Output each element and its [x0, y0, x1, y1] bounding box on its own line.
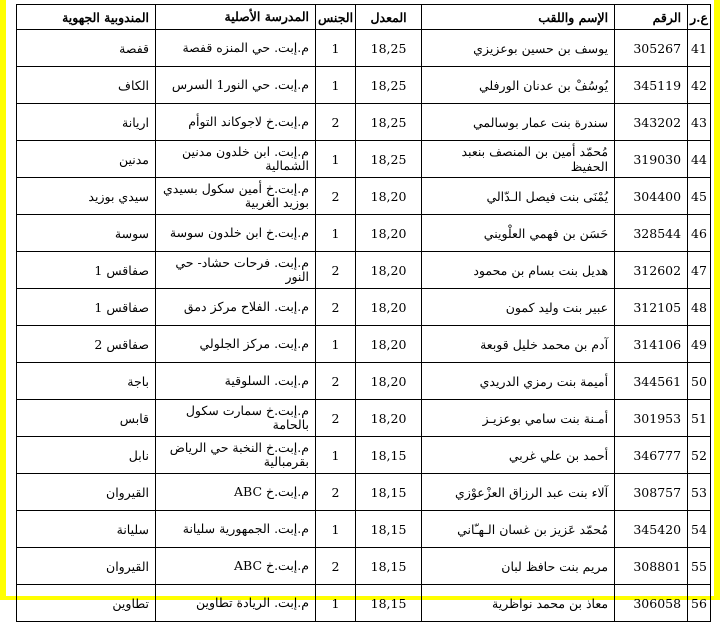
- cell-name: أحمد بن علي غربي: [422, 437, 615, 474]
- cell-idx: 42: [688, 67, 711, 104]
- cell-average: 18,20: [356, 215, 422, 252]
- cell-gender: 1: [316, 437, 356, 474]
- cell-region: صفاقس 2: [17, 326, 156, 363]
- cell-school: م.إبت.خ لاجوكاند التوأم: [156, 104, 316, 141]
- cell-school: م.إبت.خ أمين سكول بسيدي بوزيد الغربية: [156, 178, 316, 215]
- table-row: [17, 437, 711, 474]
- cell-idx: 52: [688, 437, 711, 474]
- cell-number: 345420: [615, 511, 688, 548]
- header-school: المدرسة الأصلية: [156, 5, 316, 30]
- cell-average: 18,20: [356, 326, 422, 363]
- cell-region: سليانة: [17, 511, 156, 548]
- cell-average: 18,15: [356, 585, 422, 622]
- table-row: [17, 67, 711, 104]
- cell-idx: 49: [688, 326, 711, 363]
- header-gender: الجنس: [316, 5, 356, 30]
- cell-name: أميمة بنت رمزي الدريدي: [422, 363, 615, 400]
- cell-number: 308801: [615, 548, 688, 585]
- cell-idx: 53: [688, 474, 711, 511]
- cell-average: 18,25: [356, 30, 422, 67]
- table-row: [17, 511, 711, 548]
- cell-school: م.إبت.خ ابن خلدون سوسة: [156, 215, 316, 252]
- cell-region: سيدي بوزيد: [17, 178, 156, 215]
- yellow-border-left: [0, 0, 6, 600]
- cell-idx: 46: [688, 215, 711, 252]
- cell-idx: 56: [688, 585, 711, 622]
- cell-average: 18,15: [356, 511, 422, 548]
- header-average: المعدل: [356, 5, 422, 30]
- cell-number: 312602: [615, 252, 688, 289]
- cell-average: 18,20: [356, 363, 422, 400]
- cell-school: م.إبت. حي النور1 السرس: [156, 67, 316, 104]
- table-row: [17, 289, 711, 326]
- cell-region: الكاف: [17, 67, 156, 104]
- cell-idx: 55: [688, 548, 711, 585]
- table-row: [17, 548, 711, 585]
- cell-name: يوسف بن حسين بوعزيزي: [422, 30, 615, 67]
- cell-number: 344561: [615, 363, 688, 400]
- cell-school: م.إبت.خ ABC: [156, 548, 316, 585]
- cell-region: باجة: [17, 363, 156, 400]
- table-row: [17, 363, 711, 400]
- header-row: [17, 5, 711, 30]
- cell-average: 18,20: [356, 178, 422, 215]
- cell-idx: 44: [688, 141, 711, 178]
- cell-school: م.إبت. فرحات حشاد- حي النور: [156, 252, 316, 289]
- cell-average: 18,15: [356, 437, 422, 474]
- cell-region: سوسة: [17, 215, 156, 252]
- header-name: الإسم واللقب: [422, 5, 615, 30]
- cell-school: م.إبت.خ ABC: [156, 474, 316, 511]
- cell-gender: 2: [316, 104, 356, 141]
- cell-name: يُمْنَى بنت فيصل الـدّالي: [422, 178, 615, 215]
- cell-gender: 1: [316, 585, 356, 622]
- cell-school: م.إبت.خ النخبة حي الرياض بقرمبالية: [156, 437, 316, 474]
- header-idx: ع.ر: [688, 5, 711, 30]
- cell-name: حَسَن بن فهمي العلْويني: [422, 215, 615, 252]
- table-row: [17, 326, 711, 363]
- cell-region: قفصة: [17, 30, 156, 67]
- cell-region: صفاقس 1: [17, 289, 156, 326]
- cell-gender: 1: [316, 215, 356, 252]
- cell-gender: 1: [316, 141, 356, 178]
- cell-name: آدم بن محمد خليل قوبعة: [422, 326, 615, 363]
- table-row: [17, 585, 711, 622]
- table-row: [17, 30, 711, 67]
- cell-idx: 48: [688, 289, 711, 326]
- table-row: [17, 400, 711, 437]
- results-table: [16, 4, 711, 622]
- cell-name: مُحمّد عَزيز بن غسان الـهـّاني: [422, 511, 615, 548]
- cell-idx: 41: [688, 30, 711, 67]
- header-number: الرقم: [615, 5, 688, 30]
- cell-average: 18,15: [356, 474, 422, 511]
- header-region: المندوبية الجهوية: [17, 5, 156, 30]
- cell-average: 18,15: [356, 548, 422, 585]
- cell-gender: 2: [316, 289, 356, 326]
- cell-name: عبير بنت وليد كمون: [422, 289, 615, 326]
- table-body: [17, 30, 711, 622]
- cell-school: م.إبت. الريادة تطاوين: [156, 585, 316, 622]
- cell-gender: 2: [316, 400, 356, 437]
- cell-name: مُحمّد أمين بن المنصف بنعبد الحفيظ: [422, 141, 615, 178]
- cell-gender: 2: [316, 474, 356, 511]
- cell-average: 18,25: [356, 141, 422, 178]
- cell-region: القيروان: [17, 474, 156, 511]
- cell-idx: 50: [688, 363, 711, 400]
- cell-gender: 1: [316, 511, 356, 548]
- yellow-border-right: [714, 0, 720, 600]
- table-row: [17, 104, 711, 141]
- cell-region: نابل: [17, 437, 156, 474]
- cell-gender: 2: [316, 178, 356, 215]
- table-row: [17, 215, 711, 252]
- cell-number: 308757: [615, 474, 688, 511]
- cell-idx: 43: [688, 104, 711, 141]
- cell-average: 18,20: [356, 252, 422, 289]
- cell-region: صفاقس 1: [17, 252, 156, 289]
- cell-average: 18,20: [356, 289, 422, 326]
- cell-gender: 1: [316, 326, 356, 363]
- cell-idx: 47: [688, 252, 711, 289]
- cell-school: م.إبت. مركز الجلولي: [156, 326, 316, 363]
- cell-number: 343202: [615, 104, 688, 141]
- cell-number: 304400: [615, 178, 688, 215]
- cell-gender: 1: [316, 30, 356, 67]
- table-row: [17, 141, 711, 178]
- cell-region: قابس: [17, 400, 156, 437]
- cell-region: القيروان: [17, 548, 156, 585]
- cell-average: 18,25: [356, 67, 422, 104]
- cell-number: 301953: [615, 400, 688, 437]
- cell-gender: 1: [316, 67, 356, 104]
- cell-number: 346777: [615, 437, 688, 474]
- cell-average: 18,20: [356, 400, 422, 437]
- cell-number: 312105: [615, 289, 688, 326]
- cell-idx: 45: [688, 178, 711, 215]
- table-row: [17, 474, 711, 511]
- cell-school: م.إبت. ابن خلدون مدنين الشمالية: [156, 141, 316, 178]
- cell-school: م.إبت.خ سمارت سكول بالحامة: [156, 400, 316, 437]
- cell-gender: 2: [316, 363, 356, 400]
- cell-number: 345119: [615, 67, 688, 104]
- cell-average: 18,25: [356, 104, 422, 141]
- cell-region: اريانة: [17, 104, 156, 141]
- cell-school: م.إبت. الفلاح مركز دمق: [156, 289, 316, 326]
- cell-name: يُوسُفْ بن عدنان الورفلي: [422, 67, 615, 104]
- table-row: [17, 178, 711, 215]
- cell-school: م.إبت. حي المنزه قفصة: [156, 30, 316, 67]
- cell-gender: 2: [316, 252, 356, 289]
- cell-school: م.إبت. السلوقية: [156, 363, 316, 400]
- cell-idx: 54: [688, 511, 711, 548]
- cell-name: مريم بنت حافظ لبان: [422, 548, 615, 585]
- cell-number: 306058: [615, 585, 688, 622]
- cell-name: هديل بنت بسام بن محمود: [422, 252, 615, 289]
- cell-name: آلاء بنت عبد الرزاق العزْعوْزي: [422, 474, 615, 511]
- cell-number: 319030: [615, 141, 688, 178]
- cell-number: 328544: [615, 215, 688, 252]
- cell-number: 305267: [615, 30, 688, 67]
- cell-name: سندرة بنت عمار بوسالمي: [422, 104, 615, 141]
- cell-region: مدنين: [17, 141, 156, 178]
- cell-number: 314106: [615, 326, 688, 363]
- cell-region: تطاوين: [17, 585, 156, 622]
- cell-school: م.إبت. الجمهورية سليانة: [156, 511, 316, 548]
- cell-idx: 51: [688, 400, 711, 437]
- cell-gender: 2: [316, 548, 356, 585]
- cell-name: أمـنة بنت سامي بوعزيـز: [422, 400, 615, 437]
- cell-name: معاذ بن محمد نواظرية: [422, 585, 615, 622]
- table-row: [17, 252, 711, 289]
